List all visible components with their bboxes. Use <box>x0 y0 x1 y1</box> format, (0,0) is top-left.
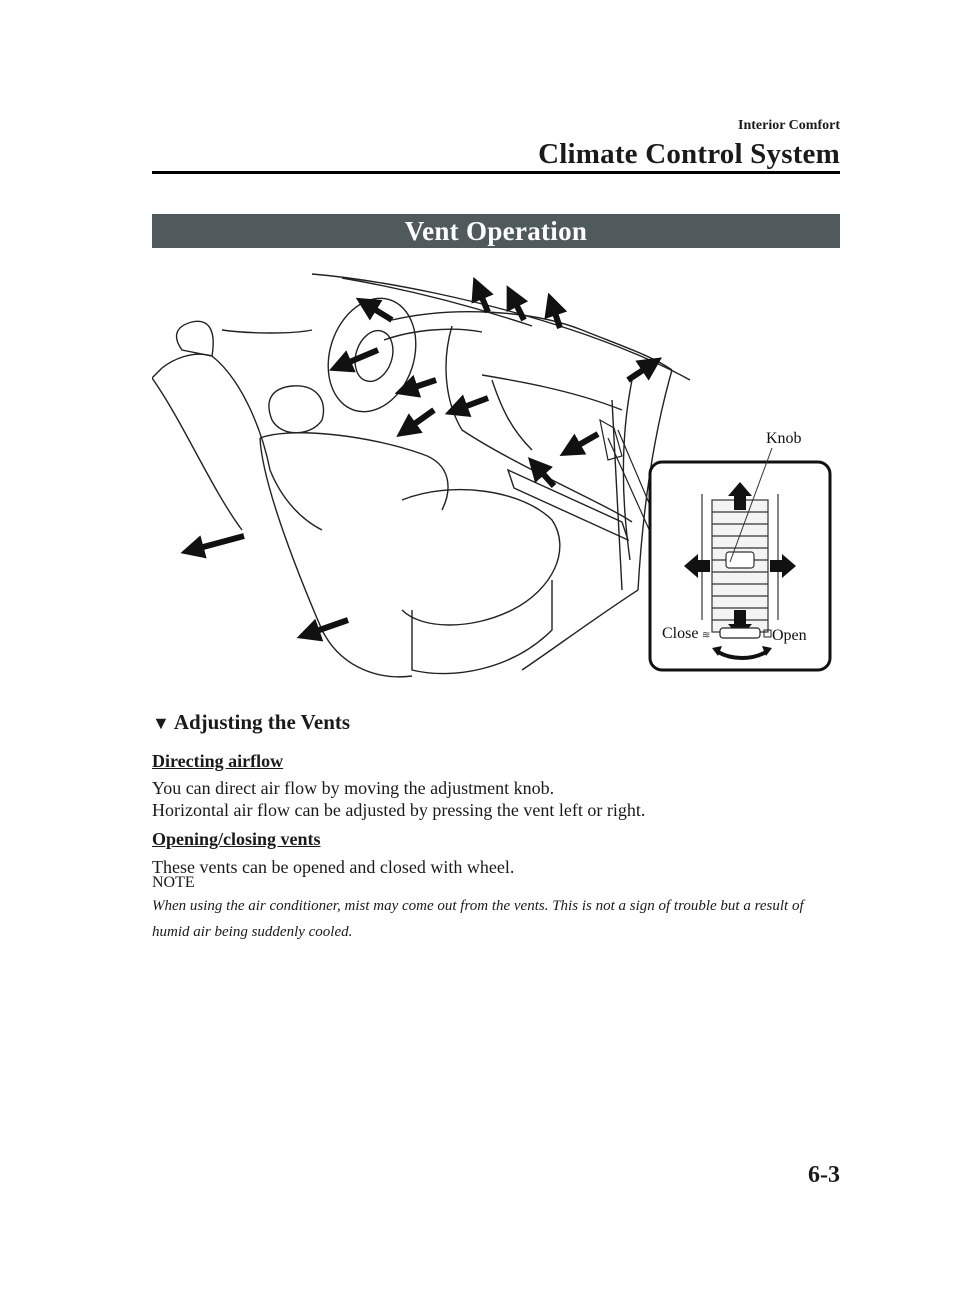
close-symbol: ≋ <box>702 630 711 641</box>
running-header <box>538 118 840 171</box>
vent-diagram <box>152 260 840 690</box>
adjustment-knob <box>726 552 754 568</box>
vent-illustration <box>152 260 840 690</box>
triangle-marker-icon: ▼ <box>152 713 170 733</box>
subsection-heading <box>152 710 350 735</box>
page-number: 6-3 <box>808 1162 840 1188</box>
close-label: Close <box>662 625 699 642</box>
opening-closing-text: These vents can be opened and closed with wheel. <box>152 857 515 877</box>
knob-label: Knob <box>766 430 802 447</box>
note-title: NOTE <box>152 874 195 891</box>
directing-airflow-heading: Directing airflow <box>152 751 284 771</box>
chapter-title: Climate Control System <box>538 138 840 170</box>
section-title: Interior Comfort <box>738 118 840 133</box>
subsection-title: Adjusting the Vents <box>173 710 351 734</box>
opening-closing-heading: Opening/closing vents <box>152 829 321 849</box>
note-body: When using the air conditioner, mist may come out from the vents. This is not a sign of trouble but a result of humid air being suddenly cooled. <box>152 898 804 940</box>
header-rule <box>152 171 840 174</box>
directing-line-1: You can direct air flow by moving the adjustment knob. <box>152 778 555 798</box>
car-interior-drawing <box>152 274 690 677</box>
open-label: Open <box>772 627 807 644</box>
section-banner: Vent Operation <box>152 214 840 248</box>
airflow-arrows <box>192 288 652 634</box>
directing-line-2: Horizontal air flow can be adjusted by pressing the vent left or right. <box>152 800 646 820</box>
